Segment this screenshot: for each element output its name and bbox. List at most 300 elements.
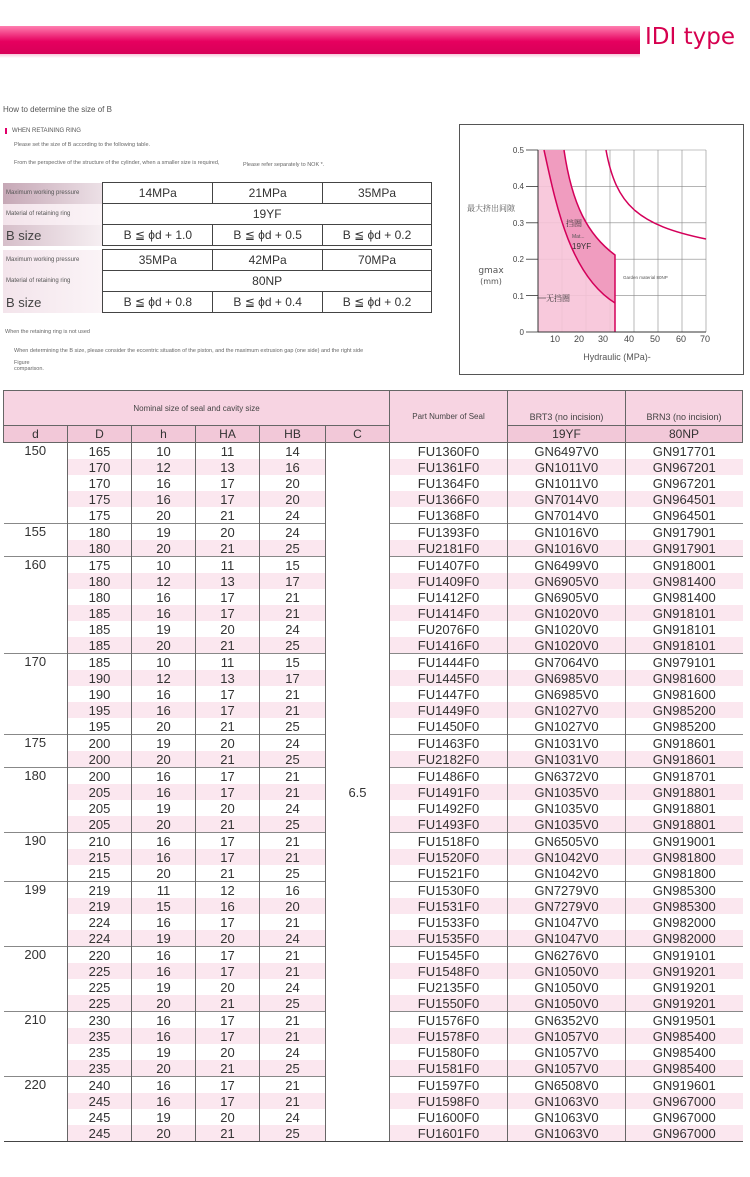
cell-80np: GN918601 (626, 751, 743, 768)
cell-19yf: GN1020V0 (508, 621, 626, 637)
cell-HB: 16 (260, 882, 326, 899)
cell-h: 16 (132, 1028, 196, 1044)
cell-HB: 21 (260, 702, 326, 718)
cell-19yf: GN1031V0 (508, 735, 626, 752)
cell-19yf: GN1057V0 (508, 1060, 626, 1077)
cell-part-number: FU1520F0 (390, 849, 508, 865)
cell-HB: 14 (260, 443, 326, 460)
cell-HA: 21 (196, 507, 260, 524)
cell-part-number: FU1580F0 (390, 1044, 508, 1060)
cell-part-number: FU1597F0 (390, 1077, 508, 1094)
cell-D: 225 (68, 963, 132, 979)
cell-80np: GN917901 (626, 524, 743, 541)
cell-80np: GN964501 (626, 507, 743, 524)
cell-HA: 17 (196, 1093, 260, 1109)
cell-HA: 21 (196, 718, 260, 735)
cell-h: 20 (132, 816, 196, 833)
cell-D: 195 (68, 718, 132, 735)
cell-h: 20 (132, 1125, 196, 1142)
cell-80np: GN918801 (626, 800, 743, 816)
cell-19yf: GN6352V0 (508, 1012, 626, 1029)
cell-80np: GN981600 (626, 670, 743, 686)
cell-80np: GN918101 (626, 605, 743, 621)
cell-HB: 21 (260, 686, 326, 702)
cell-d: 170 (4, 654, 68, 735)
header-nominal-size: Nominal size of seal and cavity size (4, 391, 390, 426)
cell-HA: 20 (196, 1109, 260, 1125)
cell-HA: 17 (196, 947, 260, 964)
cell-h: 16 (132, 963, 196, 979)
y-tick: 0.3 (512, 219, 524, 228)
cell-D: 200 (68, 735, 132, 752)
cell-19yf: GN1011V0 (508, 459, 626, 475)
cell-D: 175 (68, 491, 132, 507)
cell-80np: GN981400 (626, 573, 743, 589)
cell-HA: 21 (196, 995, 260, 1012)
label-max-pressure: Maximum working pressure (3, 183, 103, 204)
cell-19yf: GN7014V0 (508, 491, 626, 507)
cell-19yf: GN6508V0 (508, 1077, 626, 1094)
cell-HB: 25 (260, 1125, 326, 1142)
cell-part-number: FU2181F0 (390, 540, 508, 557)
cell-part-number: FU1366F0 (390, 491, 508, 507)
cell-D: 185 (68, 654, 132, 671)
cell-HB: 25 (260, 865, 326, 882)
cell-part-number: FU1548F0 (390, 963, 508, 979)
cell-HA: 17 (196, 1012, 260, 1029)
cell-d: 210 (4, 1012, 68, 1077)
cell-D: 225 (68, 995, 132, 1012)
cell-part-number: FU1601F0 (390, 1125, 508, 1142)
cell-D: 180 (68, 589, 132, 605)
page-header (0, 26, 750, 54)
cell-HA: 11 (196, 557, 260, 574)
cell-part-number: FU1533F0 (390, 914, 508, 930)
cell-HB: 20 (260, 475, 326, 491)
cell-d: 175 (4, 735, 68, 768)
cell-part-number: FU1364F0 (390, 475, 508, 491)
cell-HB: 25 (260, 816, 326, 833)
cell-D: 170 (68, 459, 132, 475)
b-value-cell: B ≦ ϕd + 0.2 (323, 225, 432, 246)
cell-HA: 20 (196, 979, 260, 995)
cell-HB: 21 (260, 605, 326, 621)
cell-HA: 17 (196, 686, 260, 702)
cell-D: 180 (68, 573, 132, 589)
cell-D: 230 (68, 1012, 132, 1029)
cell-part-number: FU1492F0 (390, 800, 508, 816)
cell-80np: GN982000 (626, 914, 743, 930)
cell-part-number: FU1444F0 (390, 654, 508, 671)
cell-19yf: GN1063V0 (508, 1125, 626, 1142)
header-brn3: BRN3 (no incision) (626, 391, 743, 426)
cell-HA: 13 (196, 670, 260, 686)
cell-C: 6.5 (326, 443, 390, 1142)
col-19yf: 19YF (508, 426, 626, 443)
cell-HB: 21 (260, 784, 326, 800)
cell-HB: 21 (260, 589, 326, 605)
cell-part-number: FU2182F0 (390, 751, 508, 768)
cell-19yf: GN1020V0 (508, 605, 626, 621)
cell-HA: 20 (196, 1044, 260, 1060)
label-material: Material of retaining ring (3, 204, 103, 225)
cell-D: 185 (68, 637, 132, 654)
note-eccentric: When determining the B size, please consider the eccentric situation of the piston, and the maximum extrusion gap (one side) and the right side (14, 348, 364, 354)
cell-part-number: FU2135F0 (390, 979, 508, 995)
cell-19yf: GN1016V0 (508, 524, 626, 541)
header-brt3: BRT3 (no incision) (508, 391, 626, 426)
cell-h: 19 (132, 735, 196, 752)
cell-part-number: FU1412F0 (390, 589, 508, 605)
cell-80np: GN918601 (626, 735, 743, 752)
cell-19yf: GN1050V0 (508, 963, 626, 979)
cell-part-number: FU1578F0 (390, 1028, 508, 1044)
cell-h: 20 (132, 637, 196, 654)
cell-HA: 20 (196, 930, 260, 947)
cell-HA: 16 (196, 898, 260, 914)
section-retaining-ring: WHEN RETAINING RING (5, 128, 81, 134)
cell-HB: 24 (260, 507, 326, 524)
cell-h: 20 (132, 1060, 196, 1077)
seal-size-table (3, 390, 743, 1142)
b-value-cell: B ≦ ϕd + 0.8 (103, 292, 213, 313)
cell-HA: 17 (196, 702, 260, 718)
pressure-cell: 35MPa (323, 183, 432, 204)
x-tick: 50 (649, 334, 661, 344)
cell-HA: 21 (196, 540, 260, 557)
cell-80np: GN981400 (626, 589, 743, 605)
cell-80np: GN985200 (626, 702, 743, 718)
cell-HA: 20 (196, 800, 260, 816)
y-axis-label-symbol: gmax (478, 266, 504, 276)
cell-80np: GN981800 (626, 849, 743, 865)
cell-HB: 25 (260, 637, 326, 654)
cell-HA: 21 (196, 865, 260, 882)
cell-80np: GN981800 (626, 865, 743, 882)
cell-19yf: GN1027V0 (508, 718, 626, 735)
cell-h: 16 (132, 1012, 196, 1029)
y-tick: 0.1 (512, 292, 524, 301)
cell-HB: 21 (260, 768, 326, 785)
label-80np: Garden material 80NP (623, 275, 668, 280)
cell-h: 15 (132, 898, 196, 914)
cell-HA: 11 (196, 654, 260, 671)
cell-80np: GN985400 (626, 1028, 743, 1044)
cell-h: 16 (132, 947, 196, 964)
header-bar (0, 26, 640, 54)
cell-d: 155 (4, 524, 68, 557)
cell-80np: GN967000 (626, 1109, 743, 1125)
cell-part-number: FU1493F0 (390, 816, 508, 833)
cell-HA: 11 (196, 443, 260, 460)
cell-HB: 15 (260, 557, 326, 574)
cell-80np: GN919001 (626, 833, 743, 850)
cell-80np: GN918801 (626, 784, 743, 800)
cell-HA: 17 (196, 1028, 260, 1044)
pressure-cell: 42MPa (213, 250, 323, 271)
cell-h: 10 (132, 557, 196, 574)
cell-D: 205 (68, 784, 132, 800)
cell-19yf: GN1016V0 (508, 540, 626, 557)
cell-h: 16 (132, 686, 196, 702)
cell-D: 220 (68, 947, 132, 964)
cell-h: 20 (132, 751, 196, 768)
cell-80np: GN967201 (626, 475, 743, 491)
cell-19yf: GN1031V0 (508, 751, 626, 768)
cell-D: 235 (68, 1060, 132, 1077)
cell-80np: GN979101 (626, 654, 743, 671)
x-tick: 10 (549, 334, 561, 344)
cell-D: 175 (68, 557, 132, 574)
cell-HB: 21 (260, 947, 326, 964)
cell-HB: 24 (260, 979, 326, 995)
cell-HA: 17 (196, 833, 260, 850)
intro-heading: How to determine the size of B (3, 105, 112, 114)
cell-HB: 21 (260, 914, 326, 930)
col-HA: HA (196, 426, 260, 443)
cell-part-number: FU1530F0 (390, 882, 508, 899)
cell-d: 150 (24, 443, 47, 458)
cell-D: 200 (68, 751, 132, 768)
cell-19yf: GN1057V0 (508, 1044, 626, 1060)
cell-80np: GN985400 (626, 1060, 743, 1077)
cell-D: 170 (68, 475, 132, 491)
cell-HA: 20 (196, 735, 260, 752)
cell-19yf: GN1011V0 (508, 475, 626, 491)
cell-80np: GN919101 (626, 947, 743, 964)
x-tick: 70 (699, 334, 711, 344)
cell-19yf: GN1042V0 (508, 865, 626, 882)
cell-HB: 21 (260, 963, 326, 979)
cell-HB: 25 (260, 751, 326, 768)
cell-HA: 17 (196, 491, 260, 507)
cell-h: 16 (132, 768, 196, 785)
cell-part-number: FU1414F0 (390, 605, 508, 621)
cell-HB: 21 (260, 1093, 326, 1109)
cell-80np: GN985300 (626, 898, 743, 914)
cell-19yf: GN6372V0 (508, 768, 626, 785)
cell-part-number: FU1550F0 (390, 995, 508, 1012)
cell-HB: 20 (260, 898, 326, 914)
col-C: C (326, 426, 390, 443)
b-value-cell: B ≦ ϕd + 0.4 (213, 292, 323, 313)
cell-19yf: GN1042V0 (508, 849, 626, 865)
cell-80np: GN919201 (626, 979, 743, 995)
cell-D: 185 (68, 605, 132, 621)
header-shadow (0, 54, 640, 58)
y-tick: 0.2 (512, 255, 524, 264)
cell-HB: 21 (260, 1077, 326, 1094)
cell-part-number: FU1545F0 (390, 947, 508, 964)
label-no-ring: 无挡圈 (546, 294, 570, 303)
cell-h: 16 (132, 1077, 196, 1094)
cell-part-number: FU1445F0 (390, 670, 508, 686)
cell-HB: 25 (260, 718, 326, 735)
cell-HA: 20 (196, 524, 260, 541)
cell-part-number: FU2076F0 (390, 621, 508, 637)
cell-80np: GN917901 (626, 540, 743, 557)
cell-h: 20 (132, 540, 196, 557)
cell-19yf: GN1047V0 (508, 914, 626, 930)
cell-HA: 17 (196, 475, 260, 491)
cell-D: 205 (68, 800, 132, 816)
cell-h: 19 (132, 1044, 196, 1060)
cell-HB: 17 (260, 573, 326, 589)
cell-part-number: FU1449F0 (390, 702, 508, 718)
header-part-number: Part Number of Seal (390, 391, 508, 443)
cell-part-number: FU1450F0 (390, 718, 508, 735)
cell-HB: 21 (260, 849, 326, 865)
cell-HA: 21 (196, 816, 260, 833)
cell-D: 224 (68, 930, 132, 947)
cell-HA: 17 (196, 849, 260, 865)
cell-HA: 17 (196, 768, 260, 785)
cell-h: 11 (132, 882, 196, 899)
cell-HB: 24 (260, 1109, 326, 1125)
cell-h: 20 (132, 507, 196, 524)
cell-D: 205 (68, 816, 132, 833)
x-tick: 40 (623, 334, 635, 344)
cell-19yf: GN1027V0 (508, 702, 626, 718)
cell-D: 219 (68, 898, 132, 914)
cell-h: 16 (132, 849, 196, 865)
cell-80np: GN967201 (626, 459, 743, 475)
cell-HA: 17 (196, 963, 260, 979)
cell-19yf: GN6276V0 (508, 947, 626, 964)
cell-part-number: FU1486F0 (390, 768, 508, 785)
cell-19yf: GN1050V0 (508, 995, 626, 1012)
cell-d: 180 (4, 768, 68, 833)
label-max-pressure: Maximum working pressure (3, 250, 103, 271)
cell-HA: 21 (196, 637, 260, 654)
cell-D: 219 (68, 882, 132, 899)
cell-d: 160 (4, 557, 68, 654)
material-cell: 80NP (103, 271, 432, 292)
cell-d: 220 (4, 1077, 68, 1142)
x-axis-label: Hydraulic (MPa)- (583, 352, 651, 362)
note-set-size: Please set the size of B according to the following table. (14, 142, 151, 148)
chart-svg (460, 125, 743, 374)
b-value-cell: B ≦ ϕd + 0.5 (213, 225, 323, 246)
cell-D: 185 (68, 621, 132, 637)
cell-19yf: GN1020V0 (508, 637, 626, 654)
cell-h: 19 (132, 979, 196, 995)
cell-D: 235 (68, 1044, 132, 1060)
cell-HB: 24 (260, 930, 326, 947)
cell-19yf: GN7279V0 (508, 882, 626, 899)
cell-h: 19 (132, 524, 196, 541)
pressure-cell: 35MPa (103, 250, 213, 271)
cell-D: 180 (68, 540, 132, 557)
cell-HA: 17 (196, 605, 260, 621)
cell-h: 19 (132, 621, 196, 637)
cell-d: 190 (4, 833, 68, 882)
b-value-cell: B ≦ ϕd + 1.0 (103, 225, 213, 246)
cell-HB: 21 (260, 1012, 326, 1029)
label-b-size: B size (3, 292, 103, 313)
cell-HA: 21 (196, 1125, 260, 1142)
cell-19yf: GN1057V0 (508, 1028, 626, 1044)
cell-HB: 24 (260, 1044, 326, 1060)
cell-h: 16 (132, 833, 196, 850)
cell-D: 200 (68, 768, 132, 785)
y-axis-label-unit: (mm) (480, 277, 502, 286)
cell-HB: 24 (260, 524, 326, 541)
cell-19yf: GN1035V0 (508, 816, 626, 833)
cell-80np: GN919501 (626, 1012, 743, 1029)
cell-HB: 24 (260, 735, 326, 752)
cell-80np: GN917701 (626, 443, 743, 460)
cell-d: 200 (4, 947, 68, 1012)
cell-part-number: FU1518F0 (390, 833, 508, 850)
cell-h: 20 (132, 995, 196, 1012)
cell-19yf: GN1047V0 (508, 930, 626, 947)
x-tick: 20 (573, 334, 585, 344)
cell-D: 235 (68, 1028, 132, 1044)
cell-19yf: GN6985V0 (508, 686, 626, 702)
cell-HB: 20 (260, 491, 326, 507)
cell-HB: 21 (260, 1028, 326, 1044)
cell-HB: 25 (260, 540, 326, 557)
cell-19yf: GN1050V0 (508, 979, 626, 995)
cell-80np: GN919601 (626, 1077, 743, 1094)
cell-part-number: FU1393F0 (390, 524, 508, 541)
cell-D: 224 (68, 914, 132, 930)
cell-19yf: GN6497V0 (508, 443, 626, 460)
col-80np: 80NP (626, 426, 743, 443)
extrusion-gap-chart (459, 124, 744, 375)
cell-D: 245 (68, 1109, 132, 1125)
cell-part-number: FU1360F0 (390, 443, 508, 460)
cell-19yf: GN1035V0 (508, 800, 626, 816)
cell-part-number: FU1598F0 (390, 1093, 508, 1109)
cell-part-number: FU1409F0 (390, 573, 508, 589)
y-tick: 0 (519, 328, 524, 337)
cell-HA: 17 (196, 1077, 260, 1094)
cell-D: 245 (68, 1093, 132, 1109)
cell-80np: GN918101 (626, 621, 743, 637)
col-h: h (132, 426, 196, 443)
cell-80np: GN985400 (626, 1044, 743, 1060)
cell-80np: GN918001 (626, 557, 743, 574)
cell-h: 10 (132, 654, 196, 671)
cell-19yf: GN6505V0 (508, 833, 626, 850)
section-no-ring: When the retaining ring is not used (5, 329, 90, 335)
cell-d: 199 (4, 882, 68, 947)
cell-80np: GN964501 (626, 491, 743, 507)
cell-D: 175 (68, 507, 132, 524)
cell-19yf: GN6985V0 (508, 670, 626, 686)
cell-part-number: FU1531F0 (390, 898, 508, 914)
cell-h: 12 (132, 670, 196, 686)
label-material-abbrev: Mat... (572, 234, 585, 240)
cell-HB: 24 (260, 800, 326, 816)
cell-19yf: GN7014V0 (508, 507, 626, 524)
b-value-cell: B ≦ ϕd + 0.2 (323, 292, 432, 313)
cell-part-number: FU1447F0 (390, 686, 508, 702)
cell-D: 165 (68, 443, 132, 460)
cell-19yf: GN6905V0 (508, 589, 626, 605)
cell-80np: GN919201 (626, 963, 743, 979)
cell-HB: 15 (260, 654, 326, 671)
label-retaining-ring: 挡圈 (566, 219, 582, 228)
cell-HB: 16 (260, 459, 326, 475)
x-tick: 30 (597, 334, 609, 344)
note-refer-nok: Please refer separately to NOK *. (243, 162, 325, 168)
cell-80np: GN982000 (626, 930, 743, 947)
cell-part-number: FU1368F0 (390, 507, 508, 524)
cell-80np: GN985200 (626, 718, 743, 735)
